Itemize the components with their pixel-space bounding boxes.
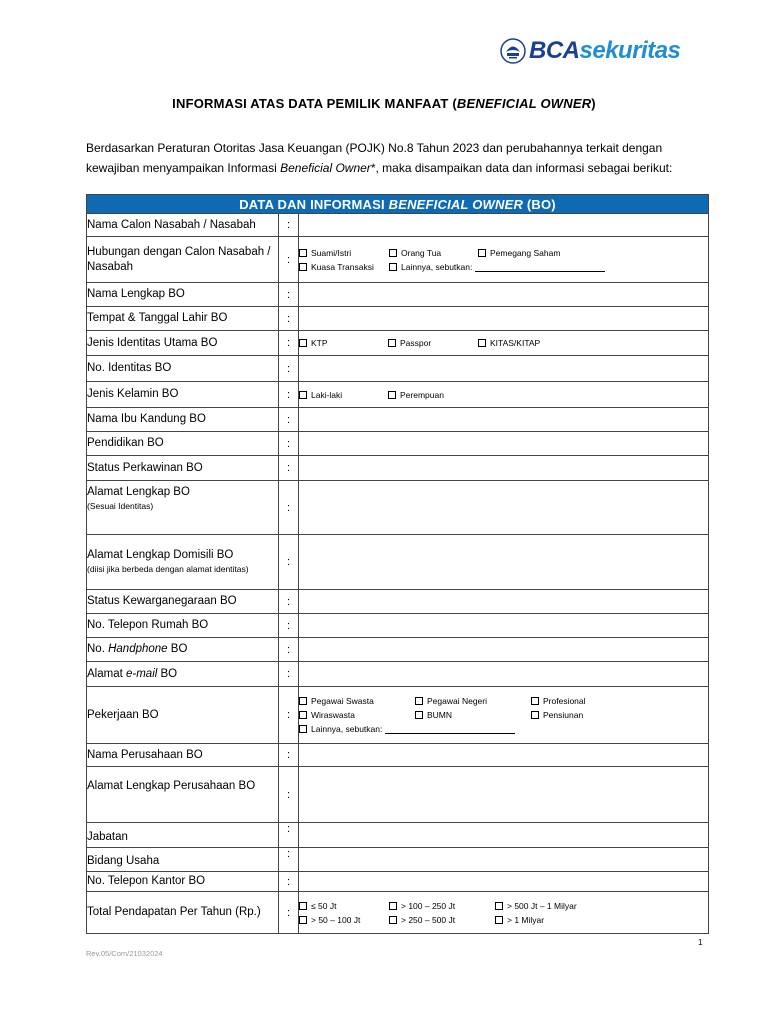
logo-bca-text: BCA: [529, 37, 580, 64]
options-cell: [299, 892, 709, 934]
checkbox-option[interactable]: Profesional: [531, 696, 621, 706]
input-cell[interactable]: [299, 662, 709, 687]
field-label: Pendidikan BO: [87, 432, 279, 456]
colon: :: [279, 687, 299, 744]
table-row: [87, 214, 709, 237]
checkbox-option[interactable]: Pemegang Saham: [478, 248, 618, 258]
options-cell: [299, 237, 709, 283]
input-cell[interactable]: [299, 744, 709, 767]
colon: :: [279, 892, 299, 934]
field-label: Status Perkawinan BO: [87, 456, 279, 481]
fill-line[interactable]: [475, 262, 605, 272]
field-label: Jenis Identitas Utama BO: [87, 331, 279, 356]
field-label: Status Kewarganegaraan BO: [87, 590, 279, 614]
field-label: Nama Ibu Kandung BO: [87, 408, 279, 432]
field-label: No. Handphone BO: [87, 638, 279, 662]
table-row: [87, 638, 709, 662]
table-row: [87, 687, 709, 744]
table-row: [87, 283, 709, 307]
checkbox-icon[interactable]: [389, 916, 397, 924]
bca-emblem-icon: [500, 38, 526, 64]
checkbox-icon[interactable]: [495, 902, 503, 910]
field-label: Pekerjaan BO: [87, 687, 279, 744]
checkbox-option[interactable]: > 500 Jt – 1 Milyar: [495, 901, 615, 911]
colon: :: [279, 331, 299, 356]
table-row: [87, 456, 709, 481]
input-cell[interactable]: [299, 432, 709, 456]
table-row: [87, 481, 709, 535]
field-label: Bidang Usaha: [87, 848, 279, 872]
checkbox-option[interactable]: Laki-laki: [299, 390, 388, 400]
checkbox-icon[interactable]: [389, 263, 397, 271]
field-label: Hubungan dengan Calon Nasabah / Nasabah: [87, 237, 279, 283]
checkbox-icon[interactable]: [478, 249, 486, 257]
table-row: [87, 331, 709, 356]
options-cell: [299, 382, 709, 408]
checkbox-icon[interactable]: [389, 902, 397, 910]
colon: :: [279, 481, 299, 535]
input-cell[interactable]: [299, 214, 709, 237]
checkbox-option[interactable]: > 100 – 250 Jt: [389, 901, 495, 911]
checkbox-option[interactable]: > 50 – 100 Jt: [299, 915, 389, 925]
checkbox-icon[interactable]: [299, 711, 307, 719]
checkbox-option[interactable]: Pegawai Swasta: [299, 696, 415, 706]
checkbox-option[interactable]: > 1 Milyar: [495, 915, 615, 925]
colon: :: [279, 767, 299, 823]
table-row: [87, 848, 709, 872]
field-label: Nama Perusahaan BO: [87, 744, 279, 767]
options-cell: [299, 687, 709, 744]
field-label: Alamat Lengkap Perusahaan BO: [87, 767, 279, 823]
checkbox-icon[interactable]: [299, 725, 307, 733]
input-cell[interactable]: [299, 535, 709, 590]
colon: :: [279, 848, 299, 872]
field-label: No. Identitas BO: [87, 356, 279, 382]
field-label: Alamat Lengkap Domisili BO (diisi jika berbeda dengan alamat identitas): [87, 535, 279, 590]
table-row: [87, 356, 709, 382]
intro-paragraph: Berdasarkan Peraturan Otoritas Jasa Keuangan (POJK) No.8 Tahun 2023 dan perubahannya terkait dengan kewajiban menyampaikan Informasi Beneficial Owner*, maka disampaikan data dan informasi sebagai berikut:: [86, 141, 673, 175]
checkbox-icon[interactable]: [415, 697, 423, 705]
checkbox-icon[interactable]: [299, 697, 307, 705]
checkbox-option[interactable]: Pegawai Negeri: [415, 696, 531, 706]
bo-data-table: [86, 194, 709, 934]
checkbox-icon[interactable]: [478, 339, 486, 347]
field-label: No. Telepon Rumah BO: [87, 614, 279, 638]
checkbox-option[interactable]: KITAS/KITAP: [478, 338, 618, 348]
colon: :: [279, 662, 299, 687]
checkbox-option-other[interactable]: Lainnya, sebutkan:: [389, 262, 618, 272]
input-cell[interactable]: [299, 614, 709, 638]
checkbox-option[interactable]: ≤ 50 Jt: [299, 901, 389, 911]
colon: :: [279, 456, 299, 481]
colon: :: [279, 214, 299, 237]
colon: :: [279, 744, 299, 767]
checkbox-icon[interactable]: [495, 916, 503, 924]
checkbox-option[interactable]: KTP: [299, 338, 388, 348]
checkbox-icon[interactable]: [299, 902, 307, 910]
field-sublabel: (diisi jika berbeda dengan alamat identitas): [87, 564, 249, 574]
checkbox-icon[interactable]: [299, 391, 307, 399]
checkbox-icon[interactable]: [415, 711, 423, 719]
input-cell[interactable]: [299, 848, 709, 872]
checkbox-option[interactable]: Perempuan: [388, 390, 528, 400]
checkbox-icon[interactable]: [388, 339, 396, 347]
input-cell[interactable]: [299, 283, 709, 307]
input-cell[interactable]: [299, 356, 709, 382]
field-sublabel: (Sesuai Identitas): [87, 501, 154, 511]
table-row: [87, 307, 709, 331]
colon: :: [279, 382, 299, 408]
field-label: Jenis Kelamin BO: [87, 382, 279, 408]
table-row: [87, 614, 709, 638]
table-row: [87, 535, 709, 590]
checkbox-option[interactable]: BUMN: [415, 710, 531, 720]
checkbox-icon[interactable]: [531, 711, 539, 719]
field-label: Tempat & Tanggal Lahir BO: [87, 307, 279, 331]
revision-code: Rev.05/Com/21032024: [86, 949, 163, 958]
checkbox-option[interactable]: Kuasa Transaksi: [299, 262, 389, 272]
colon: :: [279, 237, 299, 283]
input-cell[interactable]: [299, 767, 709, 823]
colon: :: [279, 432, 299, 456]
input-cell[interactable]: [299, 307, 709, 331]
checkbox-icon[interactable]: [299, 916, 307, 924]
field-label: Alamat e-mail BO: [87, 662, 279, 687]
field-label: Alamat Lengkap BO (Sesuai Identitas): [87, 481, 279, 535]
table-row: [87, 237, 709, 283]
colon: :: [279, 590, 299, 614]
logo-sekuritas-text: sekuritas: [579, 37, 681, 64]
colon: :: [279, 614, 299, 638]
checkbox-icon[interactable]: [531, 697, 539, 705]
options-cell: [299, 331, 709, 356]
field-label: Jabatan: [87, 823, 279, 848]
table-row: [87, 432, 709, 456]
checkbox-option[interactable]: Orang Tua: [389, 248, 478, 258]
table-row: [87, 744, 709, 767]
checkbox-option[interactable]: Pensiunan: [531, 710, 621, 720]
checkbox-icon[interactable]: [388, 391, 396, 399]
checkbox-icon[interactable]: [299, 249, 307, 257]
document-title: INFORMASI ATAS DATA PEMILIK MANFAAT (BENEFICIAL OWNER): [172, 96, 596, 111]
checkbox-icon[interactable]: [389, 249, 397, 257]
page-number: 1: [698, 938, 703, 947]
checkbox-option[interactable]: Suami/Istri: [299, 248, 389, 258]
field-label: No. Telepon Kantor BO: [87, 872, 279, 892]
checkbox-icon[interactable]: [299, 339, 307, 347]
table-header: DATA DAN INFORMASI BENEFICIAL OWNER (BO): [87, 195, 709, 214]
input-cell[interactable]: [299, 456, 709, 481]
colon: :: [279, 283, 299, 307]
checkbox-option[interactable]: Wiraswasta: [299, 710, 415, 720]
company-logo: [500, 36, 710, 66]
table-row: [87, 662, 709, 687]
table-row: [87, 872, 709, 892]
colon: :: [279, 307, 299, 331]
field-label: Nama Lengkap BO: [87, 283, 279, 307]
fill-line[interactable]: [385, 724, 515, 734]
input-cell[interactable]: [299, 823, 709, 848]
field-label: Total Pendapatan Per Tahun (Rp.): [87, 892, 279, 934]
table-row: [87, 408, 709, 432]
table-row: [87, 382, 709, 408]
checkbox-option[interactable]: > 250 – 500 Jt: [389, 915, 495, 925]
colon: :: [279, 408, 299, 432]
checkbox-option[interactable]: Passpor: [388, 338, 478, 348]
colon: :: [279, 535, 299, 590]
colon: :: [279, 823, 299, 848]
table-row: [87, 590, 709, 614]
table-row: [87, 823, 709, 848]
table-row: [87, 892, 709, 934]
input-cell[interactable]: [299, 638, 709, 662]
checkbox-icon[interactable]: [299, 263, 307, 271]
input-cell[interactable]: [299, 408, 709, 432]
input-cell[interactable]: [299, 590, 709, 614]
colon: :: [279, 356, 299, 382]
checkbox-option-other[interactable]: Lainnya, sebutkan:: [299, 724, 621, 734]
input-cell[interactable]: [299, 872, 709, 892]
field-label: Nama Calon Nasabah / Nasabah: [87, 214, 279, 237]
colon: :: [279, 638, 299, 662]
input-cell[interactable]: [299, 481, 709, 535]
table-row: [87, 767, 709, 823]
colon: :: [279, 872, 299, 892]
